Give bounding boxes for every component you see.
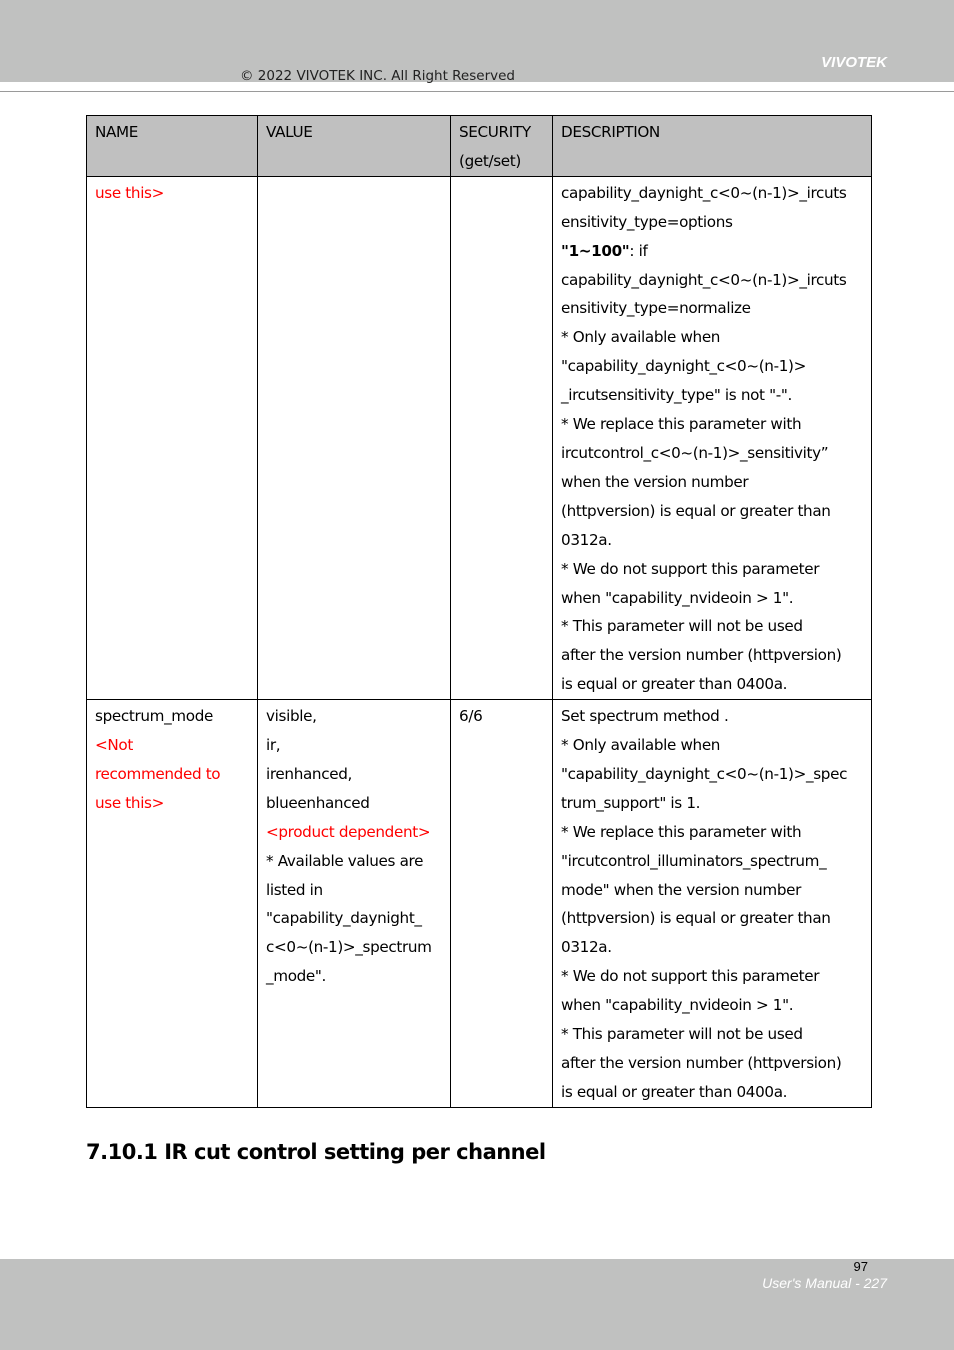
row2-value-note: <product dependent> [266,822,431,841]
row2-name-note: use this> [95,793,164,812]
row2-description-cell [553,700,872,1108]
column-header-name: NAME [87,116,258,177]
row1-desc-line: * Only available when [561,328,721,347]
row2-desc-line: 0312a. [561,938,612,957]
brand-logo: VIVOTEK [821,54,887,71]
row1-desc-line: ensitivity_type=normalize [561,299,751,318]
row2-value-line: visible, [266,707,317,726]
row2-value-line: irenhanced, [266,764,352,783]
row2-desc-line: * We do not support this parameter [561,967,820,986]
row1-desc-line: capability_daynight_c<0~(n-1)>_ircuts [561,270,847,289]
row2-desc-line: * We replace this parameter with [561,822,802,841]
row1-desc-line: (httpversion) is equal or greater than [561,501,831,520]
row1-desc-line: 0312a. [561,530,612,549]
manual-page-label: User's Manual - 227 [762,1275,887,1291]
footer-band [0,1259,954,1350]
row2-parameter-name: spectrum_mode [95,707,213,726]
row1-desc-line: "capability_daynight_c<0~(n-1)> [561,357,806,376]
row2-desc-line: "ircutcontrol_illuminators_spectrum_ [561,851,827,870]
row2-name-cell [87,700,258,1108]
row2-desc-line: * This parameter will not be used [561,1025,803,1044]
table-row [87,176,872,699]
row2-desc-line: "capability_daynight_c<0~(n-1)>_spec [561,764,848,783]
page-number: 97 [853,1259,868,1274]
row2-value-line: "capability_daynight_ [266,909,422,928]
row2-value-cell [258,700,451,1108]
row1-desc-line: _ircutsensitivity_type" is not "-". [561,386,793,405]
row2-security-cell: 6/6 [451,700,553,1108]
column-header-security-label: SECURITY [459,123,531,141]
row1-desc-line: when "capability_nvideoin > 1". [561,588,794,607]
row1-desc-condition: : if [629,241,648,260]
copyright-notice: © 2022 VIVOTEK INC. All Right Reserved [240,68,515,84]
parameter-table [86,115,872,1108]
row1-desc-line: * We replace this parameter with [561,415,802,434]
row2-name-note: recommended to [95,764,221,783]
row1-value-cell [258,176,451,699]
row2-desc-line: mode" when the version number [561,880,802,899]
row1-name-cell [87,176,258,699]
row1-name-note: use this> [95,183,164,202]
row1-desc-line: capability_daynight_c<0~(n-1)>_ircuts [561,183,847,202]
row2-desc-line: trum_support" is 1. [561,793,701,812]
table-header-row [87,116,872,177]
row2-desc-line: * Only available when [561,736,721,755]
column-header-security-subtitle: (get/set) [459,151,521,170]
row1-desc-line: ircutcontrol_c<0~(n-1)>_sensitivity” [561,443,829,462]
row2-value-line: ir, [266,736,281,755]
row1-desc-line: * This parameter will not be used [561,617,803,636]
row2-name-note: <Not [95,736,133,755]
table-row [87,700,872,1108]
row1-desc-line [561,237,865,266]
row2-value-line: c<0~(n-1)>_spectrum [266,938,432,957]
row1-description-cell [553,176,872,699]
row2-desc-line: (httpversion) is equal or greater than [561,909,831,928]
row2-value-line: _mode". [266,967,327,986]
column-header-description: DESCRIPTION [553,116,872,177]
row1-security-cell [451,176,553,699]
row2-value-line: listed in [266,880,323,899]
column-header-value: VALUE [258,116,451,177]
row2-desc-line: Set spectrum method . [561,707,729,726]
row1-desc-line: when the version number [561,472,749,491]
row2-value-line: blueenhanced [266,793,370,812]
row1-desc-line: after the version number (httpversion) [561,646,842,665]
column-header-security [451,116,553,177]
row1-desc-line: ensitivity_type=options [561,212,733,231]
row1-desc-range: "1~100" [561,241,630,260]
row2-desc-line: is equal or greater than 0400a. [561,1082,788,1101]
row2-desc-line: after the version number (httpversion) [561,1054,842,1072]
section-heading: 7.10.1 IR cut control setting per channel [86,1140,546,1164]
row2-desc-line: when "capability_nvideoin > 1". [561,996,794,1015]
header-divider [0,91,954,92]
row2-value-line: * Available values are [266,851,424,870]
row1-desc-line: * We do not support this parameter [561,559,820,578]
row1-desc-line: is equal or greater than 0400a. [561,675,788,694]
